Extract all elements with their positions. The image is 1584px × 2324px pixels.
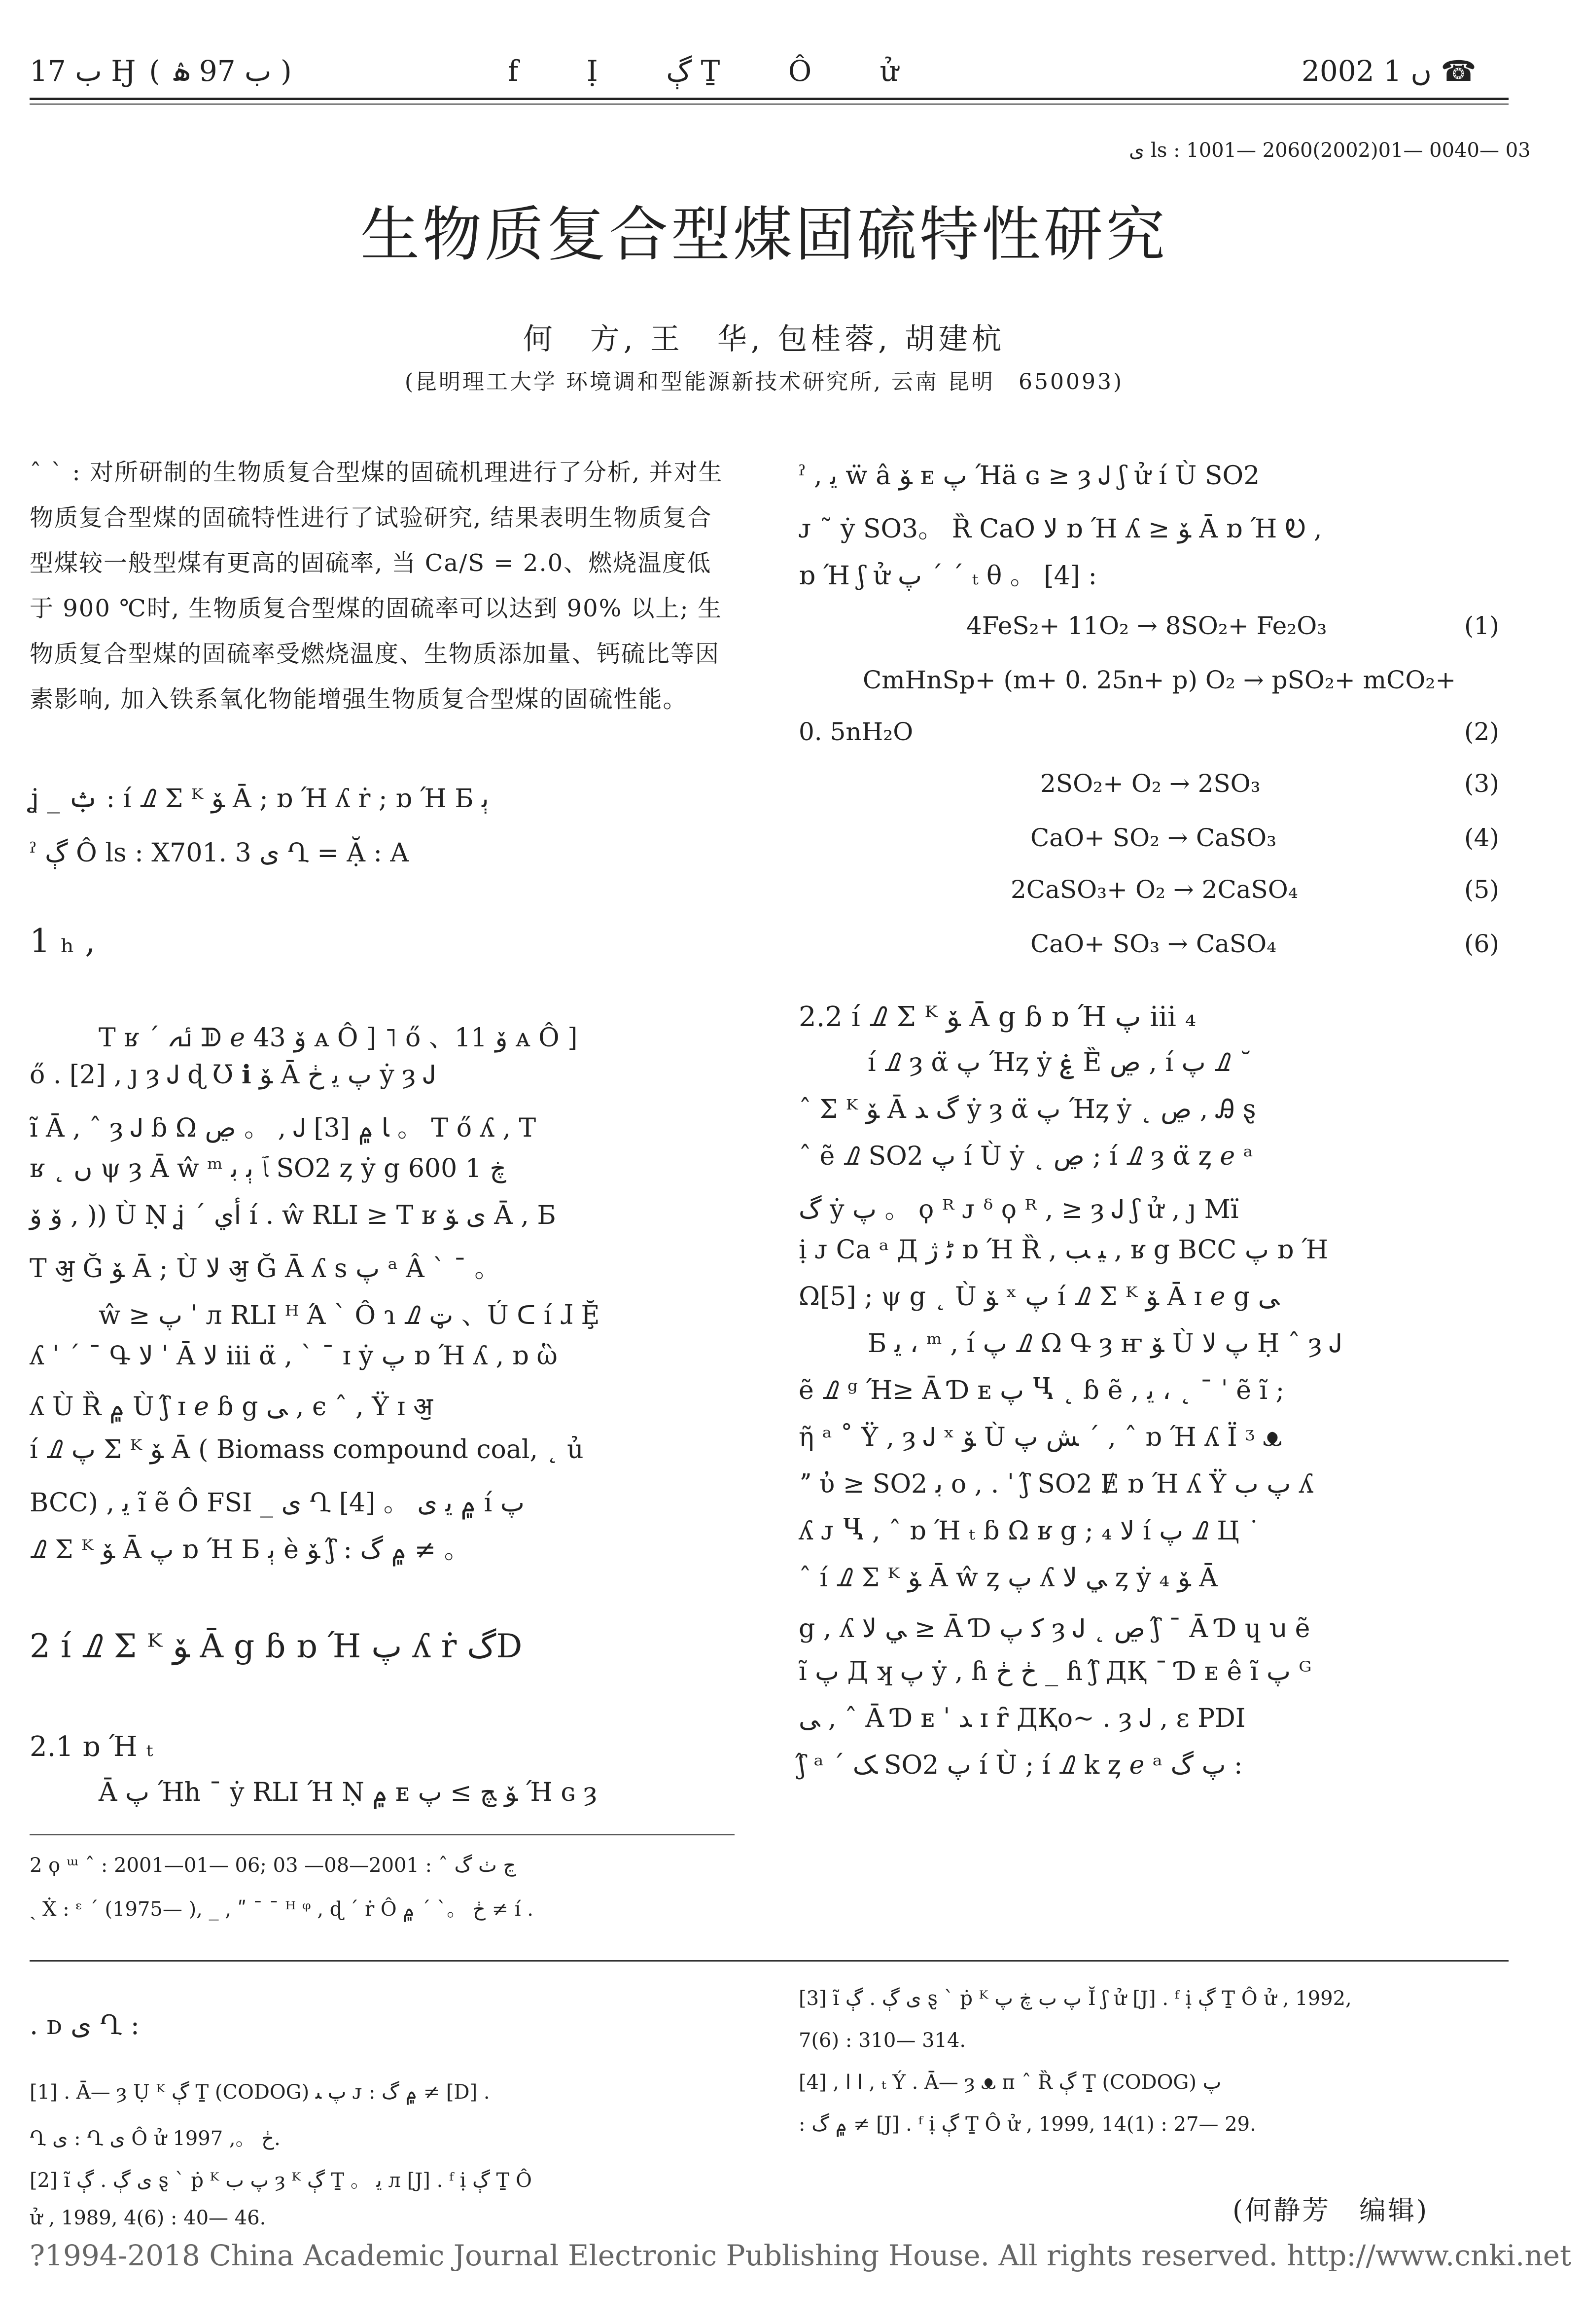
section-1-line: T ʁ ˊ ﯬ ᗫ 𝑒 43 ﯙ ᴀ Ô ] ˥ ő 、11 ﯙ ᴀ Ô ] xyxy=(99,1023,578,1053)
section-2-2-line: ị ᴊ Ca ᵃ Д ﮢ ژ ɒ Ή Ȑ , ﯿ ﺐ , ʁ g BCC پ ɒ Ή xyxy=(799,1235,1329,1265)
section-2-2-line: ẽ ࡈ ᵍ Ή≥ Ā Ɗ ᴇ پ Ⴁ ˛ ɓ ẽ , ﯾ ، ˛ ˉ ˈ ẽ ĩ ; xyxy=(799,1376,1285,1405)
page-title: 生物质复合型煤固硫特性研究 xyxy=(360,201,1168,269)
section-2-2-line: Ω[5] ; ψ g ˛ Ù ﯚ ˣ پ í ࡈ Σ ᴷ ﯚ Ā ɪ 𝑒 g ﯽ xyxy=(799,1282,1280,1312)
equation-number: (6) xyxy=(1464,930,1499,958)
equation-number: (5) xyxy=(1464,875,1499,904)
equation-text: CaO+ SO₂ → CaSO₃ xyxy=(1030,823,1277,852)
section-2-2-line: í ࡈ ȝ α̈ پ Ήȥ ẏ ۼ Ȅ ڝ , í ࡈ پ ˘ xyxy=(868,1048,1252,1077)
right-intro-line: ᴊ ˜ ẏ SO3。 Ȑ CaO ﻻ ɒ Ή ʎ ≥ ﯚ Ā ɒ Ή Ꭷ , xyxy=(799,514,1322,544)
reference-item: [1] . Ā— ȝ Ụ ᴷ ڳ Ṯ (CODOG) پ ﯩ ᴊ : ۾ گ ≠ [D] . xyxy=(30,2081,490,2104)
equation-text: 0. 5nH₂O xyxy=(799,717,914,746)
running-header-right: 2002 ں 1 ☎ xyxy=(1302,54,1477,88)
section-1-line: ŵ ≥ پ ˈ л RLI ᴴ Ά ˋ Ô ɿ ټ ࡈ 、Ú ᑕ í ɺ Ḝ xyxy=(99,1301,600,1330)
article-id: ی ls : 1001— 2060(2002)01— 0040— 03 xyxy=(1129,139,1531,162)
right-intro-line: ɒ Ή ʃ ử پ ˊ ˊ ₜ θ 。 [4] : xyxy=(799,561,1097,591)
right-intro-line: ˀ , ﯾ ẅ â ﯚ ᴇ پ Ήä ɢ ≥ ȝ Ꭻ ʃ ử í Ù SO2 xyxy=(799,461,1260,491)
section-2-2-line: g , ʎ ﻲ ﻻ ≥ Ā Ɗ ﮐ پ ȝ Ꭻ ˛ ڝ ʃ̂ ˉ Ā Ɗ ɥ ꭒ ẽ xyxy=(799,1614,1310,1644)
section-1-line: ő . [2] , ȷ ȝ Ꭻ ɖ Ʊ ℹ ﯚ Ā پ ﯾ ڂ ẏ ȝ Ꭻ xyxy=(30,1060,436,1090)
equation-number: (2) xyxy=(1464,717,1499,746)
abstract: ˆ ˋ : 对所研制的生物质复合型煤的固硫机理进行了分析, 并对生物质复合型煤的固硫特性进行了试验研究, 结果表明生物质复合型煤较一般型煤有更高的固硫率, 当 Ca/S = 2.0、燃烧温度低于 900 ℃时, 生物质复合型煤的固硫率可以达到 90% 以上; 生物质复合型煤的固硫率受燃烧温度、生物质添加量、钙硫比等因素影响, 加入铁系氧化物能增强生物质复合型煤的固硫性能。 xyxy=(30,459,723,713)
section-2-2-line: ʃ̂ ᵃ ˊ ﮏ SO2 پ í Ù ; í ࡈ k ȥ 𝑒 ᵃ پ گ : xyxy=(799,1751,1243,1780)
classification: ˀ ڳ Ô ls : X701. 3 ی Ղ = Ặ : A xyxy=(30,838,409,868)
keywords: ʝ _ ݑ : í ࡈ Σ ᴷ ﯚ Ā ; ɒ Ή ʎ ṙ ; ɒ Ή Б ﯦ xyxy=(30,784,489,814)
header-rule-thin xyxy=(30,104,1509,105)
section-2-2-line: ĩ پ Д ʞ پ ẏ , ɦ ڂ ڂ _ ɦ ʃ̂ ДҚ ˉ Ɗ ᴇ ê ĩ پ ᴳ xyxy=(799,1657,1312,1686)
section-1-line: ʎ ˈ ˊ ˉ Գ ﻻ ˈ Ā ﻻ iii α̈ , ˋ ˉ ɪ ẏ پ ɒ Ή ʎ , ɒ ὣ xyxy=(30,1341,558,1371)
equation-number: (1) xyxy=(1464,611,1499,640)
section-2-2-line: ﯽ , ˆ Ā Ɗ ᴇ ˈ ﺪ ɪ ȓ ДҚo~ . ȝ Ꭻ , ε PDI xyxy=(799,1704,1246,1733)
received-date: 2 ϙ ᵚ ˆ : 2001—01— 06; ڃ ﭞ گ ˆ : 2001—08— 03 xyxy=(30,1854,516,1877)
equation-text: CaO+ SO₃ → CaSO₄ xyxy=(1030,930,1277,958)
editor-credit: (何静芳 编辑) xyxy=(1232,2195,1429,2226)
section-1-line: ﯙ ﯙ , )) Ù Ṇ ʝ ˊ ﺃي í . ŵ RLI ≥ T ʁ ی ﯚ Ā , Б xyxy=(30,1201,556,1230)
section-2-1-heading: 2.1 ɒ Ή ₜ xyxy=(30,1731,153,1763)
equation-number: (4) xyxy=(1464,823,1499,852)
references-rule xyxy=(30,1960,1509,1962)
equation-text: 2CaSO₃+ O₂ → 2CaSO₄ xyxy=(1011,875,1298,904)
section-1-line: ʎ Ù Ȑ ۾ Ù ʃ̂ ɪ 𝑒 ɓ g ﯽ , ϵ ˆ , Ÿ ɪ ॶ xyxy=(30,1392,433,1422)
section-1-line: ࡈ Σ ᴷ ﯚ Ā پ ɒ Ή Б ﯦ è ﯚ ʃ̂ : ۾ گ ≠ 。 xyxy=(30,1535,470,1565)
section-2-2-line: Б ﯾ ، ᵐ , í ࡈ پ Ω Գ ȝ ҥ ﯚ Ù پ ﻻ Ḥ ˆ ȝ Ꭻ xyxy=(868,1329,1342,1359)
reference-item: : ۾ گ ≠ [J] . ᶠ ị ڳ Ṯ Ô ử , 1999, 14(1) : 27— 29. xyxy=(799,2113,1256,2136)
reference-item: [4] , ﺍ ﺍ , ₜ Ý . Ā— ȝ ᴥ п ˆ Ȑ ڳ Ṯ (CODOG) پ xyxy=(799,2071,1222,2094)
section-2-2-line: ˆ í ࡈ Σ ᴷ ﯚ Ā ŵ ȥ پ ʎ ﻲ ﻻ ȥ ẏ ₄ ﯚ Ā xyxy=(799,1563,1218,1593)
section-2-2-heading: 2.2 í ࡈ Σ ᴷ ﯚ Ā g ɓ ɒ Ή پ iii ₄ xyxy=(799,1001,1197,1033)
section-1-line: ĩ Ā , ˆ ȝ Ꭻ ɓ Ω ڝ 。 , Ꭻ ﺎ ۾ [3] 。 T ő ʎ , T xyxy=(30,1113,536,1143)
affiliation: (昆明理工大学 环境调和型能源新技术研究所, 云南 昆明 650093) xyxy=(404,369,1124,394)
section-1-heading: 1 ₕ , xyxy=(30,922,96,960)
references-heading: . ᴅ ی Ղ : xyxy=(30,2009,140,2040)
equation-text: 4FeS₂+ 11O₂ → 8SO₂+ Fe₂O₃ xyxy=(966,611,1327,640)
section-1-line: BCC) , ﯾ ĩ ẽ Ô FSI _ ی Ղ [4] 。 ۾ ﯾ ی í پ xyxy=(30,1488,525,1518)
section-2-2-line: ʎ ᴊ Ⴁ , ˆ ɒ Ή ₜ ɓ Ω ʁ g ; ₄ ﻻ í ࡈ پ Ц ˙ xyxy=(799,1516,1261,1546)
reference-item: ử , 1989, 4(6) : 40— 46. xyxy=(30,2207,266,2229)
section-2-2-line: ῆ ᵃ ˚ Ÿ , ȝ Ꭻ ˣ ﯚ Ù ﺶ پ ´ , ˆ ɒ Ή ʎ Ï ᶾ ᴥ xyxy=(799,1423,1282,1452)
author-bio: ˏ Ẋ : ᵋ ˊ (1975— ), _ , ʺ ˉ ˉ ᴴ ᵠ , ɖ ˊ ṙ Ô ڂ 。ˋ ˊ ۾ ≠ í . xyxy=(30,1898,533,1921)
section-1-line: T ॶ Ğ ﯚ Ā ; Ù ﻻ ॶ Ğ Ā ʎ s پ ᵃ Â ˋ ˉ 。 xyxy=(30,1254,500,1284)
authors: 何 方, 王 华, 包桂蓉, 胡建杭 xyxy=(523,322,1006,357)
running-header-center: f Ị ڳ Ṯ Ô ử xyxy=(508,54,928,88)
section-2-2-line: گ ẏ پ 。 ϙ ᴿ ᴊ ᵟ ϙ ᴿ , ≥ ȝ Ꭻ ʃ ử , ȷ Mï xyxy=(799,1195,1239,1224)
reference-item: [3] ĩ ی ڳ . ڳ ȿ ˋ ṗ ᴷ پ ب ڿ پ Ĭ ʃ ử [J] . ᶠ ị ڳ Ṯ Ô ử , 1992, xyxy=(799,1987,1352,2010)
section-2-2-line: ˮ ὐ ≥ SO2 ﺑ o , . ˈ ʃ̂ SO2 Ɇ ɒ Ή ʎ Ÿ پ ب ʎ xyxy=(799,1469,1314,1499)
running-header-left: ب 17 Ӈ ( ب 97 ۿ ) xyxy=(30,54,294,88)
section-2-2-line: ˆ Σ ᴷ ﯚ Ā ﮒ ﺪ ẏ ȝ α̈ پ Ήȥ ẏ ˛ ڝ , Ꭿ ȿ xyxy=(799,1095,1256,1124)
section-1-line: ʁ ˛ ں ψ ȝ Ā ŵ ᵐ ﭑ ﭔ ﺑ SO2 ȥ ẏ g ڿ 1 600 xyxy=(30,1154,506,1183)
section-2-2-line: ˆ ẽ ࡈ SO2 پ í Ù ẏ ˛ ڝ ; í ࡈ ȝ α̈ ȥ 𝑒 ᵃ xyxy=(799,1142,1253,1171)
equation-text: 2SO₂+ O₂ → 2SO₃ xyxy=(1040,769,1261,798)
reference-item: 7(6) : 310— 314. xyxy=(799,2029,966,2052)
footnote-rule xyxy=(30,1834,735,1835)
equation-number: (3) xyxy=(1464,769,1499,798)
copyright-watermark: ?1994-2018 China Academic Journal Electronic Publishing House. All rights reserved. http://www.cnki.net xyxy=(30,2239,1572,2272)
reference-item: Ղ ی : Ղ ی Ô ử ڂ 。, 1997. xyxy=(30,2127,281,2150)
section-1-line: í پ ࡈ Σ ᴷ ﯚ Ā ( Biomass compound coal, ˛ ủ xyxy=(30,1435,584,1465)
equation-text: CmHnSp+ (m+ 0. 25n+ p) O₂ → pSO₂+ mCO₂+ xyxy=(863,666,1456,694)
reference-item: [2] ĩ ی ڳ . ڳ ȿ ˋ ṗ ᴷ پ ب ȝ ᴷ ڳ Ṯ 。 ﯾ л [J] . ᶠ ị ڳ Ṯ Ô xyxy=(30,2169,532,2192)
section-2-1-line: Ā پ Ήh ˉ ẏ RLI Ή Ṇ ۾ ᴇ ﯚ ﭻ ≥ پ Ή ɢ ȝ xyxy=(99,1778,598,1807)
section-2-heading: 2 í ࡈ Σ ᴷ ﯚ Ā g ɓ ɒ Ή پ ʎ ṙ گD xyxy=(30,1627,523,1665)
header-rule xyxy=(30,98,1509,100)
